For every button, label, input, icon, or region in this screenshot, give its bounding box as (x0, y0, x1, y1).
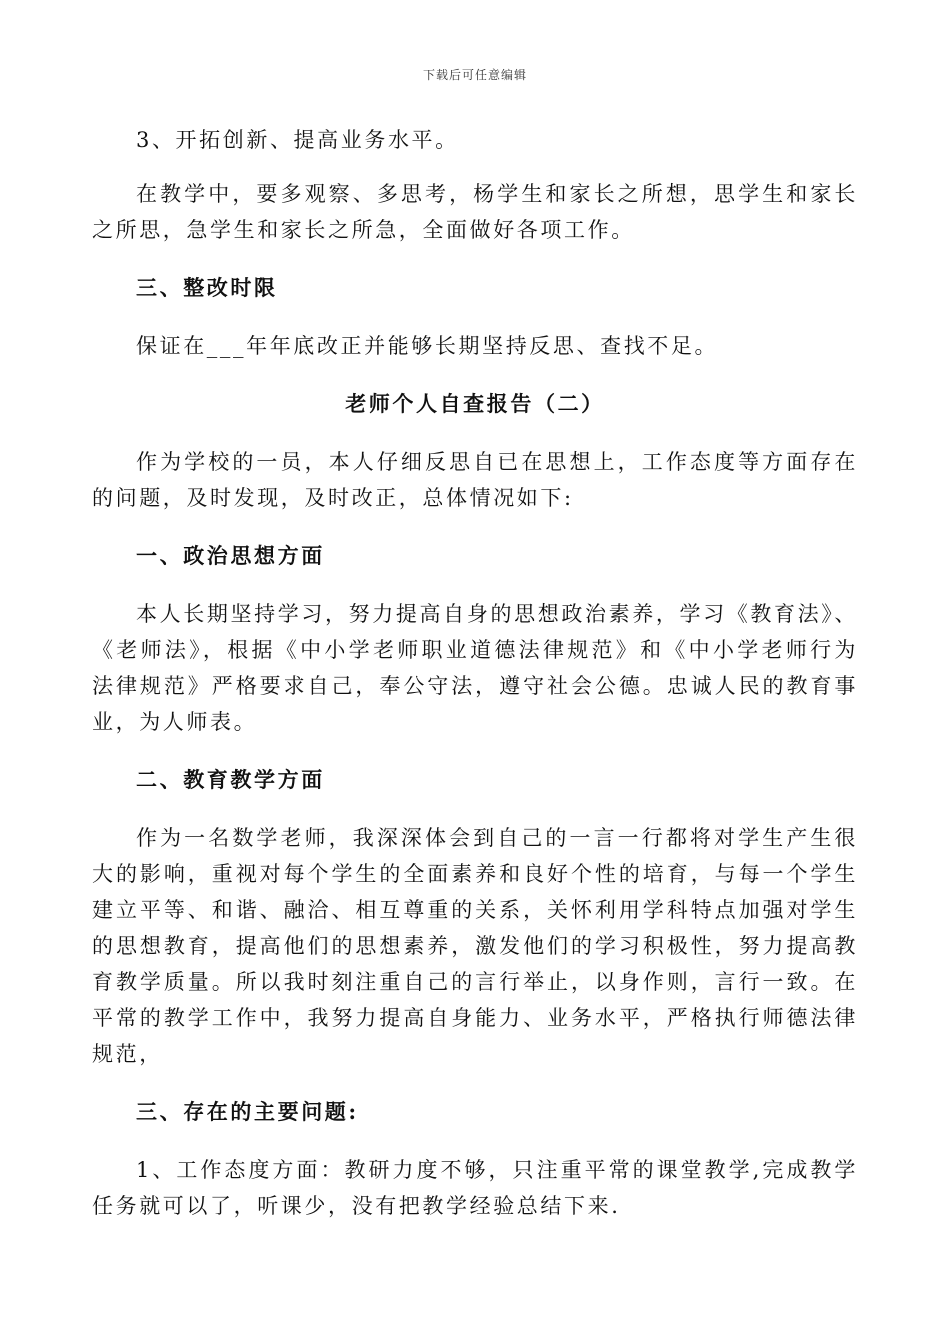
paragraph-deadline: 保证在___年年底改正并能够长期坚持反思、查找不足。 (136, 334, 719, 358)
item-3-innovation: 3、开拓创新、提高业务水平。 (136, 128, 459, 152)
paragraph-education-teaching: 作为一名数学老师，我深深体会到自己的一言一行都将对学生产生很大的影响，重视对每个学生的全面素养和良好个性的培育，与每一个学生建立平等、和谐、融洽、相互尊重的关系，关怀利用学科特点加强对学生的思想教育，提高他们的思想素养，激发他们的学习积极性，努力提高教育教学质量。所以我时刻注重自己的言行举止，以身作则，言行一致。在平常的教学工作中，我努力提高自身能力、业务水平，严格执行师德法律规范， (92, 826, 858, 1066)
heading-political-thought: 一、政治思想方面 (136, 543, 325, 568)
item-1-work-attitude: 1、工作态度方面：教研力度不够，只注重平常的课堂教学,完成教学任务就可以了，听课少，没有把教学经验总结下来. (92, 1158, 858, 1218)
paragraph-political-thought: 本人长期坚持学习，努力提高自身的思想政治素养，学习《教育法》、《老师法》，根据《中小学老师职业道德法律规范》和《中小学老师行为法律规范》严格要求自己，奉公守法，遵守社会公德。忠诚人民的教育事业，为人师表。 (92, 602, 858, 734)
header-note: 下载后可任意编辑 (422, 68, 527, 82)
paragraph-intro: 作为学校的一员，本人仔细反思自已在思想上，工作态度等方面存在的问题，及时发现，及时改正，总体情况如下: (92, 450, 858, 510)
heading-education-teaching: 二、教育教学方面 (136, 767, 325, 792)
report-title: 老师个人自查报告（二） (345, 391, 605, 416)
heading-rectification-deadline: 三、整改时限 (136, 275, 278, 300)
heading-main-problems: 三、存在的主要问题: (136, 1099, 359, 1124)
document-body (92, 122, 858, 1224)
paragraph-teaching-attitude: 在教学中，要多观察、多思考，杨学生和家长之所想，思学生和家长之所思，急学生和家长之所急，全面做好各项工作。 (92, 182, 858, 242)
